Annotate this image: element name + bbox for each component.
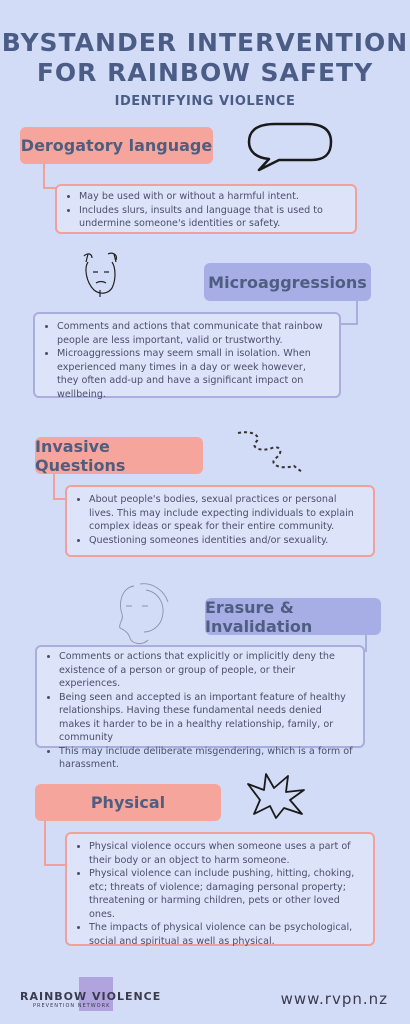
- list-item: • Microaggressions may seem small in isolation. When experienced many times in a day or week however, they often add-up and have a significant impact on wellbeing.: [57, 347, 329, 401]
- list-item: • Comments or actions that explicitly or implicitly deny the existence of a person or group of people, or their experiences.: [59, 650, 353, 691]
- page-title-line1: BYSTANDER INTERVENTION: [1, 28, 409, 57]
- list-item: • May be used with or without a harmful intent.: [79, 190, 345, 204]
- microaggressions-connector: [341, 301, 358, 325]
- page-subtitle: IDENTIFYING VIOLENCE: [114, 94, 296, 109]
- erasure-box: [35, 645, 365, 770]
- microaggressions-box: [33, 312, 341, 398]
- website-url: www.rvpn.nz: [280, 990, 388, 1008]
- distressed-face-icon: [78, 250, 124, 298]
- page-title-line2: FOR RAINBOW SAFETY: [36, 58, 374, 87]
- microaggressions-heading: Microaggressions: [204, 263, 371, 301]
- list-item: • This may include deliberate misgendering, which is a form of harassment.: [59, 745, 353, 772]
- speech-bubble-icon: [245, 120, 335, 172]
- burst-icon: [242, 770, 308, 820]
- list-item: • Comments and actions that communicate that rainbow people are less important, valid or trustworthy.: [57, 320, 329, 347]
- list-item: • About people's bodies, sexual practices or personal lives. This may include expecting individuals to explain complex ideas or speak for their entire community.: [89, 493, 363, 534]
- list-item: • Questioning someones identities and/or sexuality.: [89, 534, 363, 548]
- physical-box: [65, 832, 375, 946]
- list-item: • Physical violence can include pushing, hitting, choking, etc; threats of violence; damaging personal property; threatening or harming children, pets or other loved ones.: [89, 867, 363, 921]
- list-item: • Includes slurs, insults and language that is used to undermine someone's identities or safety.: [79, 204, 345, 231]
- list-item: • The impacts of physical violence can be psychological, social and spiritual as well as physical.: [89, 921, 363, 948]
- list-item: • Being seen and accepted is an important feature of healthy relationships. Having these fundamental needs denied makes it harder to be in a healthy relationship, family, or community: [59, 691, 353, 745]
- org-subtitle: PREVENTION NETWORK: [33, 1003, 111, 1009]
- derogatory-heading: Derogatory language: [20, 127, 213, 164]
- org-name: RAINBOW VIOLENCE: [20, 990, 162, 1003]
- erasure-heading: Erasure & Invalidation: [205, 598, 381, 635]
- faded-faces-icon: [112, 580, 172, 648]
- derogatory-box: [55, 184, 357, 234]
- list-item: • Physical violence occurs when someone uses a part of their body or an object to harm someone.: [89, 840, 363, 867]
- invasive-questions-heading: Invasive Questions: [35, 437, 203, 474]
- physical-heading: Physical: [35, 784, 221, 821]
- squiggle-icon: [232, 428, 307, 478]
- invasive-questions-box: [65, 485, 375, 557]
